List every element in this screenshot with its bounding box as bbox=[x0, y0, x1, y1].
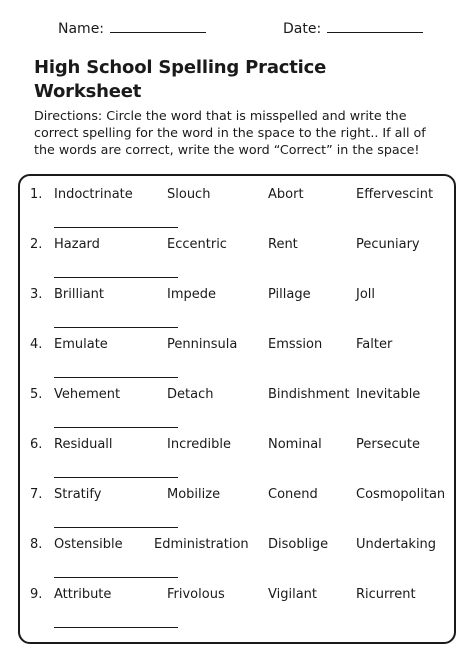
date-blank-line[interactable] bbox=[327, 18, 423, 33]
word-option[interactable]: Impede bbox=[167, 287, 216, 302]
word-row bbox=[20, 326, 454, 374]
word-option[interactable]: Vigilant bbox=[268, 587, 317, 602]
word-option[interactable]: Cosmopolitan bbox=[356, 487, 446, 502]
word-option[interactable]: Edministration bbox=[154, 537, 249, 552]
word-option[interactable]: Abort bbox=[268, 187, 304, 202]
row-number: 4. bbox=[30, 337, 43, 352]
row-number: 2. bbox=[30, 237, 43, 252]
word-option[interactable]: Undertaking bbox=[356, 537, 437, 552]
word-row bbox=[20, 226, 454, 274]
row-number: 6. bbox=[30, 437, 43, 452]
word-row bbox=[20, 476, 454, 524]
name-blank-line[interactable] bbox=[110, 18, 206, 33]
row-number: 5. bbox=[30, 387, 43, 402]
word-option[interactable]: Residuall bbox=[54, 437, 113, 452]
word-row bbox=[20, 376, 454, 424]
word-row bbox=[20, 426, 454, 474]
word-option[interactable]: Incredible bbox=[167, 437, 232, 452]
word-option[interactable]: Indoctrinate bbox=[54, 187, 133, 202]
word-option[interactable]: Slouch bbox=[167, 187, 211, 202]
row-number: 1. bbox=[30, 187, 43, 202]
word-option[interactable]: Conend bbox=[268, 487, 318, 502]
word-option[interactable]: Vehement bbox=[54, 387, 121, 402]
word-option[interactable]: Brilliant bbox=[54, 287, 105, 302]
word-row bbox=[20, 176, 454, 224]
row-number: 3. bbox=[30, 287, 43, 302]
word-option[interactable]: Ricurrent bbox=[356, 587, 416, 602]
word-option[interactable]: Emulate bbox=[54, 337, 108, 352]
date-field bbox=[283, 18, 423, 38]
word-option[interactable]: Nominal bbox=[268, 437, 322, 452]
word-option[interactable]: Eccentric bbox=[167, 237, 227, 252]
row-number: 8. bbox=[30, 537, 43, 552]
word-option[interactable]: Falter bbox=[356, 337, 393, 352]
word-option[interactable]: Penninsula bbox=[167, 337, 238, 352]
word-option[interactable]: Stratify bbox=[54, 487, 102, 502]
title-line-2: Worksheet bbox=[34, 81, 142, 102]
word-option[interactable]: Pecuniary bbox=[356, 237, 420, 252]
word-option[interactable]: Persecute bbox=[356, 437, 420, 452]
row-number: 7. bbox=[30, 487, 43, 502]
row-number: 9. bbox=[30, 587, 43, 602]
word-option[interactable]: Detach bbox=[167, 387, 214, 402]
word-option[interactable]: Bindishment bbox=[268, 387, 350, 402]
word-option[interactable]: Joll bbox=[356, 287, 376, 302]
word-option[interactable]: Mobilize bbox=[167, 487, 221, 502]
word-row bbox=[20, 526, 454, 574]
date-label: Date: bbox=[283, 21, 322, 37]
word-row bbox=[20, 576, 454, 624]
word-row bbox=[20, 276, 454, 324]
name-field bbox=[58, 18, 206, 38]
word-option[interactable]: Attribute bbox=[54, 587, 112, 602]
answer-line[interactable] bbox=[54, 627, 178, 628]
directions-text: Directions: Circle the word that is misspelled and write the correct spelling for the word in the space to the right.. If all of the words are correct, write the word “Correct” in the space! bbox=[34, 108, 426, 157]
word-option[interactable]: Hazard bbox=[54, 237, 100, 252]
worksheet-title bbox=[34, 56, 454, 104]
word-option[interactable]: Emssion bbox=[268, 337, 323, 352]
word-option[interactable]: Ostensible bbox=[54, 537, 123, 552]
word-option[interactable]: Frivolous bbox=[167, 587, 225, 602]
word-option[interactable]: Inevitable bbox=[356, 387, 421, 402]
word-list-box bbox=[18, 174, 456, 644]
title-line-1: High School Spelling Practice bbox=[34, 57, 327, 78]
word-option[interactable]: Disoblige bbox=[268, 537, 329, 552]
word-option[interactable]: Effervescint bbox=[356, 187, 434, 202]
word-option[interactable]: Rent bbox=[268, 237, 298, 252]
word-option[interactable]: Pillage bbox=[268, 287, 311, 302]
name-label: Name: bbox=[58, 21, 105, 37]
